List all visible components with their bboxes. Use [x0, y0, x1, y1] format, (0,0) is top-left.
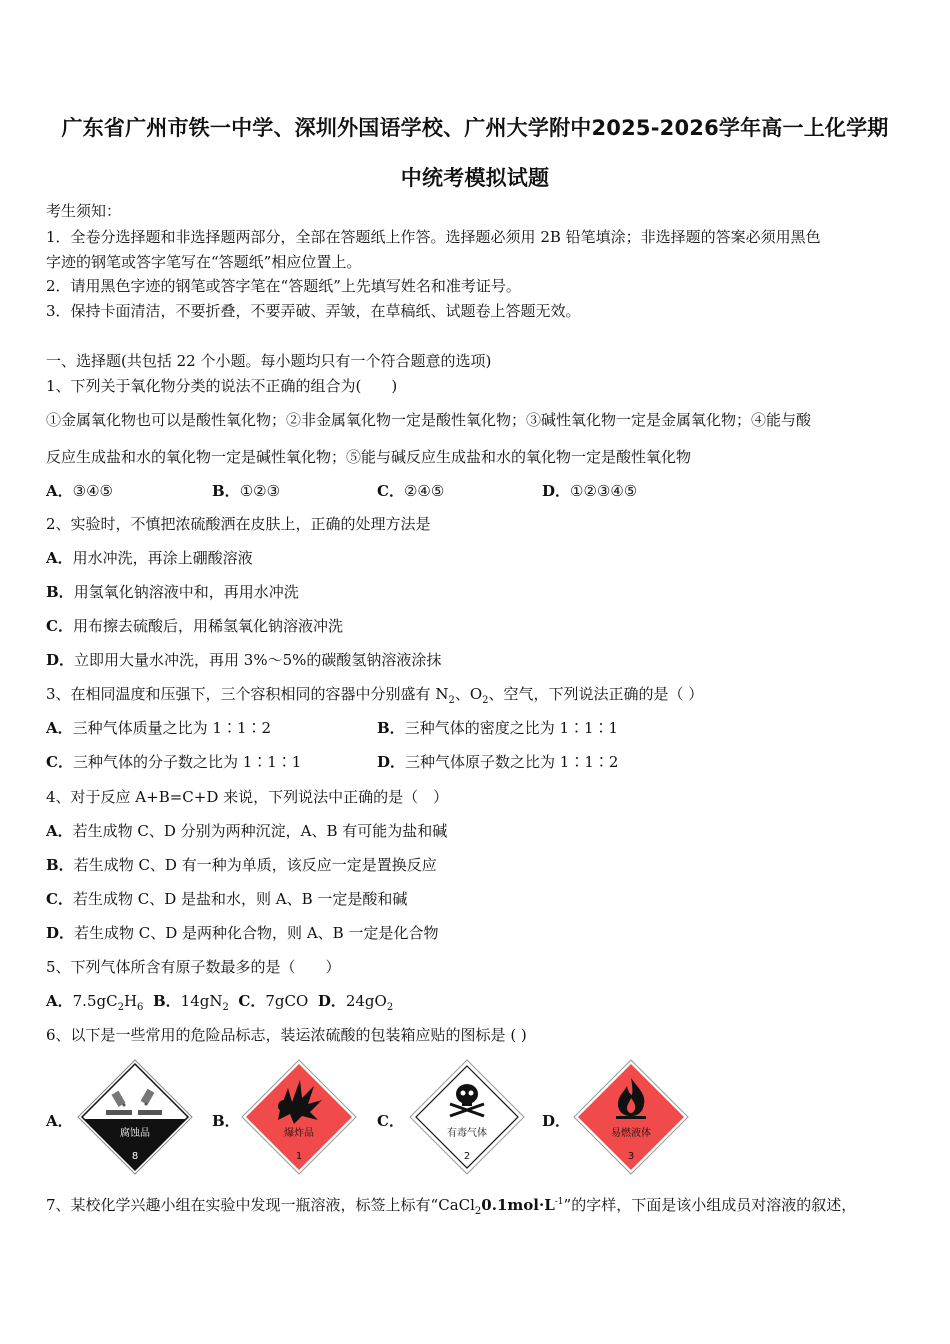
q2-option-a-text: 用水冲洗，再涂上硼酸溶液	[72, 549, 253, 567]
q5-option-b-b: 2	[222, 1002, 229, 1013]
q3-option-c	[46, 753, 301, 771]
notice-item-2: 2．请用黑色字迹的钢笔或答字笔在“答题纸”上先填写姓名和准考证号。	[46, 277, 521, 295]
flammable-liquid-sign-icon	[572, 1058, 690, 1176]
q3-option-a-text: 三种气体质量之比为 1∶1∶2	[72, 719, 272, 737]
q1-option-d	[542, 482, 637, 500]
q7-stem-a: 7、某校化学兴趣小组在实验中发现一瓶溶液，标签上标有“CaCl	[46, 1196, 475, 1214]
q2-option-d-text: 立即用大量水冲洗，再用 3%～5%的碳酸氢钠溶液涂抹	[74, 651, 442, 669]
q5-option-c-label: C．	[238, 992, 266, 1010]
q6-option-d-label: D．	[542, 1112, 571, 1130]
q5-option-a-b: 2	[117, 1002, 124, 1013]
q2-option-c-text: 用布擦去硫酸后，用稀氢氧化钠溶液冲洗	[72, 617, 343, 635]
q6-option-b-num: 1	[295, 1151, 303, 1162]
q1-body-2: 反应生成盐和水的氧化物一定是碱性氧化物；⑤能与碱反应生成盐和水的氧化物一定是酸性氧化物	[46, 448, 692, 466]
q5-option-a-label: A．	[46, 992, 73, 1010]
q1-option-a-text: ③④⑤	[72, 482, 113, 500]
q4-option-b	[46, 856, 437, 874]
q5-options	[46, 992, 393, 1017]
q1-stem: 1、下列关于氧化物分类的说法不正确的组合为( )	[46, 377, 398, 395]
q3-option-b-text: 三种气体的密度之比为 1∶1∶1	[404, 719, 619, 737]
q1-option-b-text: ①②③	[239, 482, 281, 500]
q6-option-b-text: 爆炸品	[284, 1128, 314, 1139]
q2-stem: 2、实验时，不慎把浓硫酸洒在皮肤上，正确的处理方法是	[46, 515, 431, 533]
page-title-line1: 广东省广州市铁一中学、深圳外国语学校、广州大学附中2025-2026学年高一上化学期	[61, 116, 889, 140]
q1-option-c-text: ②④⑤	[403, 482, 445, 500]
page-title-line2: 中统考模拟试题	[400, 166, 550, 190]
q3-option-a-label: A．	[46, 719, 73, 737]
q7-stem-e: ”的字样，下面是该小组成员对溶液的叙述，	[563, 1196, 857, 1214]
q7-stem-d: -1	[554, 1197, 564, 1207]
q2-option-c	[46, 617, 343, 635]
q2-option-b	[46, 583, 299, 601]
q4-option-c-text: 若生成物 C、D 是盐和水，则 A、B 一定是酸和碱	[72, 890, 408, 908]
q4-option-c	[46, 890, 407, 908]
q3-stem-e: 、空气，下列说法正确的是（ ）	[488, 685, 704, 703]
q4-option-d-label: D．	[46, 924, 75, 942]
q1-option-d-text: ①②③④⑤	[570, 482, 638, 500]
q5-option-d-label: D．	[317, 992, 346, 1010]
q5-option-d-a: 24gO	[345, 992, 387, 1010]
q1-body-1: ①金属氧化物也可以是酸性氧化物；②非金属氧化物一定是酸性氧化物；③碱性氧化物一定是金属氧化物；④能与酸	[46, 411, 812, 429]
q1-option-b-label: B．	[212, 482, 240, 500]
q1-option-d-label: D．	[542, 482, 571, 500]
q3-stem-sub1: 2	[448, 695, 455, 706]
q4-option-b-label: B．	[46, 856, 74, 874]
q5-option-a-c: H	[123, 992, 138, 1010]
q6-option-d-num: 3	[627, 1151, 635, 1162]
q1-option-c-label: C．	[377, 482, 404, 500]
q6-option-a-num: 8	[131, 1151, 139, 1162]
q2-option-d	[46, 651, 441, 669]
q5-option-d-b: 2	[386, 1002, 394, 1013]
q2-option-b-text: 用氢氧化钠溶液中和，再用水冲洗	[73, 583, 299, 601]
q4-stem: 4、对于反应 A+B=C+D 来说，下列说法中正确的是（ ）	[46, 788, 449, 806]
q4-option-d	[46, 924, 438, 942]
q4-option-a-text: 若生成物 C、D 分别为两种沉淀，A、B 有可能为盐和碱	[72, 822, 448, 840]
q3-option-d-label: D．	[377, 753, 406, 771]
q6-option-a-text: 腐蚀品	[120, 1128, 150, 1139]
q3-option-c-label: C．	[46, 753, 73, 771]
q3-option-c-text: 三种气体的分子数之比为 1∶1∶1	[72, 753, 302, 771]
q7-stem-b: 2	[474, 1206, 482, 1217]
notice-item-3: 3．保持卡面清洁，不要折叠，不要弄破、弄皱，在草稿纸、试题卷上答题无效。	[46, 302, 581, 320]
q3-option-d	[377, 753, 618, 771]
q1-option-c	[377, 482, 444, 500]
notice-heading: 考生须知：	[46, 202, 122, 220]
q4-option-b-text: 若生成物 C、D 有一种为单质，该反应一定是置换反应	[73, 856, 437, 874]
corrosive-sign-icon	[76, 1058, 194, 1176]
q3-option-a	[46, 719, 271, 737]
q2-option-d-label: D．	[46, 651, 75, 669]
q5-option-a-d: 6	[137, 1002, 144, 1013]
q4-option-c-label: C．	[46, 890, 73, 908]
q3-stem-a: 3、在相同温度和压强下，三个容积相同的容器中分别盛有 N	[46, 685, 449, 703]
q6-option-b-label: B．	[212, 1112, 240, 1130]
q5-option-b-a: 14gN	[180, 992, 223, 1010]
q1-option-b	[212, 482, 280, 500]
q5-option-c-text: 7gCO	[265, 992, 309, 1010]
q3-stem-sub2: 2	[482, 695, 489, 706]
q5-option-b-label: B．	[152, 992, 181, 1010]
q3-stem-c: 、O	[454, 685, 483, 703]
q6-option-c-num: 2	[463, 1151, 471, 1162]
explosive-sign-icon	[240, 1058, 358, 1176]
q4-option-a	[46, 822, 447, 840]
q1-option-a-label: A．	[46, 482, 73, 500]
q6-stem: 6、以下是一些常用的危险品标志，装运浓硫酸的包装箱应贴的图标是 ( )	[46, 1026, 527, 1044]
q3-option-b-label: B．	[377, 719, 405, 737]
q2-option-a-label: A．	[46, 549, 73, 567]
q2-option-b-label: B．	[46, 583, 74, 601]
q3-stem	[46, 685, 703, 710]
q5-option-a-a: 7.5gC	[72, 992, 118, 1010]
q3-option-b	[377, 719, 618, 737]
toxic-gas-sign-icon	[408, 1058, 526, 1176]
q6-option-c-text: 有毒气体	[447, 1128, 487, 1139]
q7-stem-c: 0.1mol·L	[481, 1196, 555, 1214]
q6-option-d-text: 易燃液体	[611, 1128, 651, 1139]
section-heading: 一、选择题(共包括 22 个小题。每小题均只有一个符合题意的选项)	[46, 352, 492, 370]
q2-option-a	[46, 549, 253, 567]
q4-option-a-label: A．	[46, 822, 73, 840]
q1-option-a	[46, 482, 113, 500]
q4-option-d-text: 若生成物 C、D 是两种化合物，则 A、B 一定是化合物	[74, 924, 439, 942]
notice-item-1b: 字迹的钢笔或答字笔写在“答题纸”相应位置上。	[46, 253, 362, 271]
q5-stem: 5、下列气体所含有原子数最多的是（ ）	[46, 958, 341, 976]
q6-option-c-label: C．	[377, 1112, 404, 1130]
q6-option-a-label: A．	[46, 1112, 73, 1130]
notice-item-1a: 1．全卷分选择题和非选择题两部分，全部在答题纸上作答。选择题必须用 2B 铅笔填涂；非选择题的答案必须用黑色	[46, 228, 821, 246]
q2-option-c-label: C．	[46, 617, 73, 635]
q7-stem	[46, 1193, 856, 1221]
q3-option-d-text: 三种气体原子数之比为 1∶1∶2	[405, 753, 619, 771]
